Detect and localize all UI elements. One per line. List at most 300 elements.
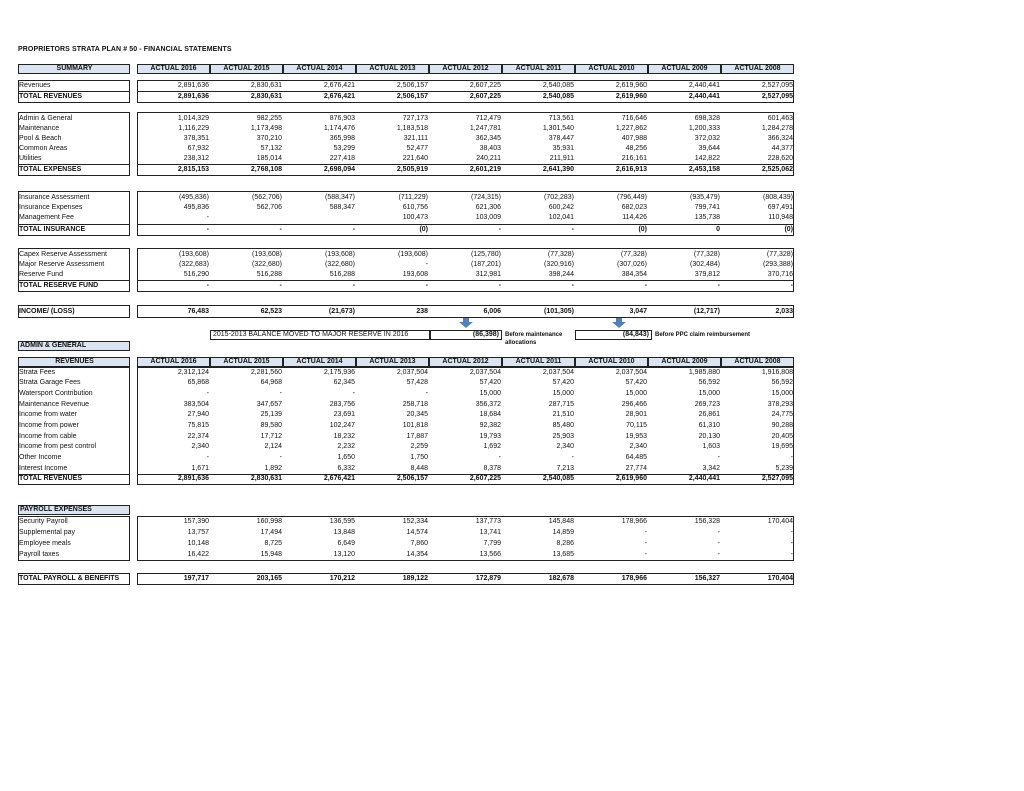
payroll-value-cell: - xyxy=(644,529,647,536)
payroll-value-cell: 170,212 xyxy=(329,575,355,582)
admin-value-cell: 89,580 xyxy=(260,422,282,429)
admin-value-cell: 19,695 xyxy=(771,443,793,450)
document-title: PROPRIETORS STRATA PLAN # 50 - FINANCIAL STATEMENTS xyxy=(18,46,232,53)
summary-value-cell: 100,473 xyxy=(402,214,428,221)
admin-value-cell: 102,247 xyxy=(329,422,355,429)
payroll-row-label: Payroll taxes xyxy=(19,551,60,558)
summary-value-cell: 378,351 xyxy=(183,135,209,142)
summary-value-cell: (322,680) xyxy=(252,261,282,268)
down-arrow-icon xyxy=(612,318,626,328)
payroll-value-cell: 15,948 xyxy=(260,551,282,558)
summary-row-label: Utilities xyxy=(19,155,42,162)
summary-value-cell: (0) xyxy=(638,226,647,233)
summary-value-cell: (724,315) xyxy=(471,194,501,201)
admin-value-cell: 378,293 xyxy=(767,401,793,408)
admin-value-cell: 57,420 xyxy=(479,379,501,386)
summary-value-cell: 2,619,960 xyxy=(615,82,647,89)
summary-value-cell: 365,998 xyxy=(329,135,355,142)
admin-value-cell: 2,037,504 xyxy=(542,369,574,376)
admin-value-cell: 28,901 xyxy=(625,411,647,418)
admin-value-cell: 2,340 xyxy=(191,443,209,450)
summary-value-cell: 876,903 xyxy=(329,115,355,122)
admin-value-cell: 15,000 xyxy=(698,390,720,397)
admin-value-cell: 57,428 xyxy=(406,379,428,386)
payroll-value-cell: - xyxy=(790,529,793,536)
admin-value-cell: 258,718 xyxy=(402,401,428,408)
admin-value-cell: - xyxy=(571,454,574,461)
summary-value-cell: 2,676,421 xyxy=(323,82,355,89)
summary-value-cell: 407,988 xyxy=(621,135,647,142)
admin-column-header: ACTUAL 2011 xyxy=(502,357,575,367)
summary-value-cell: 2,506,157 xyxy=(396,93,428,100)
admin-value-cell: 287,715 xyxy=(548,401,574,408)
summary-value-cell: 52,477 xyxy=(406,145,428,152)
payroll-value-cell: 13,757 xyxy=(187,529,209,536)
summary-value-cell: 370,210 xyxy=(256,135,282,142)
payroll-value-cell: 13,120 xyxy=(333,551,355,558)
summary-value-cell: (588,347) xyxy=(325,194,355,201)
admin-value-cell: 75,815 xyxy=(187,422,209,429)
admin-value-cell: 64,968 xyxy=(260,379,282,386)
summary-value-cell: - xyxy=(352,226,355,233)
summary-value-cell: 48,256 xyxy=(625,145,647,152)
payroll-value-cell: 16,422 xyxy=(187,551,209,558)
admin-row-label: Strata Fees xyxy=(19,369,56,376)
payroll-value-cell: - xyxy=(790,540,793,547)
summary-value-cell: 2,525,062 xyxy=(761,166,793,173)
rule-line xyxy=(18,91,130,92)
summary-value-cell: (77,328) xyxy=(547,251,574,258)
summary-row-label: INCOME/ (LOSS) xyxy=(19,308,75,315)
balance-moved-note: 2015-2013 BALANCE MOVED TO MAJOR RESERVE IN 2016 xyxy=(210,330,430,340)
admin-value-cell: 56,592 xyxy=(698,379,720,386)
summary-column-header: ACTUAL 2013 xyxy=(356,64,429,74)
payroll-value-cell: 13,685 xyxy=(552,551,574,558)
summary-column-header: ACTUAL 2009 xyxy=(648,64,721,74)
admin-value-cell: 296,466 xyxy=(621,401,647,408)
admin-value-cell: 2,281,560 xyxy=(250,369,282,376)
admin-value-cell: 22,374 xyxy=(187,433,209,440)
admin-value-cell: 25,139 xyxy=(260,411,282,418)
admin-value-cell: 1,750 xyxy=(410,454,428,461)
rule-line xyxy=(137,164,794,165)
payroll-value-cell: - xyxy=(644,540,647,547)
rule-line xyxy=(137,91,794,92)
admin-value-cell: 2,540,085 xyxy=(542,475,574,482)
admin-row-label: Income from water xyxy=(19,411,77,418)
summary-value-cell: 2,506,157 xyxy=(396,82,428,89)
summary-row-label: Major Reserve Assessment xyxy=(19,261,105,268)
summary-value-cell: 228,620 xyxy=(767,155,793,162)
admin-value-cell: 1,892 xyxy=(264,465,282,472)
admin-value-cell: 1,692 xyxy=(483,443,501,450)
summary-value-cell: - xyxy=(644,282,647,289)
admin-column-header: ACTUAL 2009 xyxy=(648,357,721,367)
summary-value-cell: 621,306 xyxy=(475,204,501,211)
summary-value-cell: (711,229) xyxy=(398,194,428,201)
summary-value-cell: 1,173,498 xyxy=(250,125,282,132)
summary-value-cell: - xyxy=(425,282,428,289)
summary-value-cell: 2,527,095 xyxy=(761,93,793,100)
admin-value-cell: 24,775 xyxy=(771,411,793,418)
summary-value-cell: 321,111 xyxy=(403,135,428,142)
summary-value-cell: 378,447 xyxy=(548,135,574,142)
summary-row-label: Reserve Fund xyxy=(19,271,63,278)
note-value-2012: (86,398) xyxy=(430,330,502,340)
summary-value-cell: 682,023 xyxy=(621,204,647,211)
rule-line xyxy=(18,164,130,165)
admin-value-cell: 2,619,960 xyxy=(615,475,647,482)
summary-value-cell: - xyxy=(498,282,501,289)
summary-value-cell: (21,673) xyxy=(328,308,355,315)
summary-value-cell: (125,780) xyxy=(471,251,501,258)
payroll-value-cell: 13,741 xyxy=(479,529,501,536)
admin-value-cell: 2,891,636 xyxy=(177,475,209,482)
admin-value-cell: 2,830,631 xyxy=(250,475,282,482)
admin-value-cell: 2,676,421 xyxy=(323,475,355,482)
summary-value-cell: 2,768,108 xyxy=(250,166,282,173)
summary-value-cell: 2,698,094 xyxy=(323,166,355,173)
payroll-value-cell: 14,574 xyxy=(406,529,428,536)
payroll-value-cell: 17,494 xyxy=(260,529,282,536)
summary-value-cell: 2,607,225 xyxy=(469,93,501,100)
admin-value-cell: 23,691 xyxy=(333,411,355,418)
summary-value-cell: 2,527,095 xyxy=(761,82,793,89)
down-arrow-icon xyxy=(459,318,473,328)
admin-value-cell: - xyxy=(279,390,282,397)
admin-value-cell: 383,504 xyxy=(183,401,209,408)
summary-value-cell: 362,345 xyxy=(475,135,501,142)
admin-value-cell: 2,037,504 xyxy=(615,369,647,376)
admin-value-cell: 20,405 xyxy=(771,433,793,440)
admin-row-label: Watersport Contribution xyxy=(19,390,93,397)
summary-value-cell: 67,932 xyxy=(187,145,209,152)
rule-line xyxy=(18,280,130,281)
summary-value-cell: 495,836 xyxy=(183,204,209,211)
summary-value-cell: (808,439) xyxy=(763,194,793,201)
admin-value-cell: 19,953 xyxy=(625,433,647,440)
admin-value-cell: 2,527,095 xyxy=(761,475,793,482)
admin-value-cell: 19,793 xyxy=(479,433,501,440)
admin-value-cell: 2,124 xyxy=(264,443,282,450)
summary-value-cell: 44,377 xyxy=(771,145,793,152)
summary-value-cell: (935,479) xyxy=(690,194,720,201)
admin-column-header: ACTUAL 2015 xyxy=(210,357,283,367)
summary-value-cell: 238 xyxy=(416,308,428,315)
admin-value-cell: 61,310 xyxy=(698,422,720,429)
summary-value-cell: 2,815,153 xyxy=(177,166,209,173)
admin-value-cell: 269,723 xyxy=(694,401,720,408)
admin-value-cell: 65,868 xyxy=(187,379,209,386)
rule-line xyxy=(137,474,794,475)
summary-value-cell: (307,026) xyxy=(617,261,647,268)
admin-value-cell: - xyxy=(352,390,355,397)
summary-value-cell: 102,041 xyxy=(548,214,574,221)
payroll-value-cell: 8,725 xyxy=(264,540,282,547)
summary-value-cell: (77,328) xyxy=(766,251,793,258)
admin-value-cell: 2,607,225 xyxy=(469,475,501,482)
summary-value-cell: - xyxy=(206,214,209,221)
admin-value-cell: 20,345 xyxy=(406,411,428,418)
summary-row-label: TOTAL EXPENSES xyxy=(19,166,82,173)
summary-row-label: Maintenance xyxy=(19,125,60,132)
admin-value-cell: 2,340 xyxy=(556,443,574,450)
admin-column-header: ACTUAL 2014 xyxy=(283,357,356,367)
summary-value-cell: 366,324 xyxy=(767,135,793,142)
admin-value-cell: - xyxy=(425,390,428,397)
admin-value-cell: 2,440,441 xyxy=(688,475,720,482)
summary-value-cell: 193,608 xyxy=(402,271,428,278)
payroll-value-cell: 137,773 xyxy=(475,518,501,525)
payroll-value-cell: 178,966 xyxy=(621,518,647,525)
admin-row-label: TOTAL REVENUES xyxy=(19,475,83,482)
summary-value-cell: 2,440,441 xyxy=(688,93,720,100)
admin-value-cell: 2,506,157 xyxy=(396,475,428,482)
summary-value-cell: - xyxy=(498,226,501,233)
summary-value-cell: (193,608) xyxy=(179,251,209,258)
summary-value-cell: (495,836) xyxy=(179,194,209,201)
summary-value-cell: 516,290 xyxy=(183,271,209,278)
admin-value-cell: 18,232 xyxy=(333,433,355,440)
payroll-row-label: Security Payroll xyxy=(19,518,68,525)
payroll-value-cell: 156,328 xyxy=(694,518,720,525)
summary-value-cell: 1,227,862 xyxy=(615,125,647,132)
summary-value-cell: 238,312 xyxy=(183,155,209,162)
payroll-value-cell: 160,998 xyxy=(256,518,282,525)
admin-value-cell: 85,480 xyxy=(552,422,574,429)
summary-value-cell: (796,449) xyxy=(617,194,647,201)
payroll-value-cell: 170,404 xyxy=(767,518,793,525)
payroll-value-cell: 6,649 xyxy=(337,540,355,547)
admin-value-cell: 64,485 xyxy=(625,454,647,461)
admin-value-cell: 92,382 xyxy=(479,422,501,429)
payroll-value-cell: 7,799 xyxy=(483,540,501,547)
admin-value-cell: 2,037,504 xyxy=(396,369,428,376)
admin-value-cell: 15,000 xyxy=(625,390,647,397)
summary-value-cell: - xyxy=(352,282,355,289)
payroll-value-cell: 13,848 xyxy=(333,529,355,536)
admin-value-cell: - xyxy=(498,454,501,461)
admin-value-cell: 62,345 xyxy=(333,379,355,386)
admin-row-label: Income from cable xyxy=(19,433,77,440)
admin-value-cell: 27,774 xyxy=(625,465,647,472)
admin-row-label: Maintenance Revenue xyxy=(19,401,90,408)
admin-value-cell: - xyxy=(206,454,209,461)
summary-value-cell: - xyxy=(571,282,574,289)
payroll-value-cell: 203,165 xyxy=(256,575,282,582)
admin-value-cell: 17,887 xyxy=(406,433,428,440)
summary-row-label: Capex Reserve Assessment xyxy=(19,251,107,258)
note-text-2012: Before maintenance allocations xyxy=(505,332,563,346)
summary-value-cell: 516,288 xyxy=(329,271,355,278)
summary-value-cell: (322,680) xyxy=(325,261,355,268)
summary-value-cell: 2,440,441 xyxy=(688,82,720,89)
admin-value-cell: 56,592 xyxy=(771,379,793,386)
admin-value-cell: - xyxy=(790,454,793,461)
note-text-2010: Before PPC claim reimbursement xyxy=(655,332,751,338)
admin-value-cell: 3,342 xyxy=(702,465,720,472)
admin-value-cell: 20,130 xyxy=(698,433,720,440)
summary-value-cell: 2,601,219 xyxy=(469,166,501,173)
admin-value-cell: 70,115 xyxy=(626,422,647,429)
payroll-row-label: Supplemental pay xyxy=(19,529,76,536)
summary-value-cell: (77,328) xyxy=(620,251,647,258)
payroll-value-cell: 7,860 xyxy=(410,540,428,547)
admin-column-header: ACTUAL 2008 xyxy=(721,357,794,367)
summary-value-cell: 3,047 xyxy=(629,308,647,315)
summary-column-header: ACTUAL 2008 xyxy=(721,64,794,74)
summary-value-cell: 610,756 xyxy=(402,204,428,211)
summary-value-cell: 727,173 xyxy=(402,115,428,122)
payroll-section-title: PAYROLL EXPENSES xyxy=(18,505,130,515)
payroll-row-label: Employee meals xyxy=(19,540,71,547)
payroll-value-cell: 157,390 xyxy=(183,518,209,525)
admin-value-cell: 2,232 xyxy=(337,443,355,450)
admin-value-cell: 283,756 xyxy=(329,401,355,408)
summary-value-cell: (320,916) xyxy=(544,261,574,268)
admin-value-cell: 2,312,124 xyxy=(177,369,209,376)
summary-value-cell: 799,741 xyxy=(694,204,720,211)
admin-value-cell: 1,671 xyxy=(191,465,209,472)
summary-value-cell: (193,608) xyxy=(325,251,355,258)
summary-value-cell: - xyxy=(279,226,282,233)
summary-value-cell: 2,641,390 xyxy=(542,166,574,173)
summary-column-header: ACTUAL 2011 xyxy=(502,64,575,74)
summary-value-cell: 370,716 xyxy=(767,271,793,278)
summary-value-cell: (77,328) xyxy=(693,251,720,258)
summary-value-cell: 516,288 xyxy=(256,271,282,278)
payroll-value-cell: - xyxy=(644,551,647,558)
admin-column-header: ACTUAL 2012 xyxy=(429,357,502,367)
admin-value-cell: 5,239 xyxy=(775,465,793,472)
admin-value-cell: 8,448 xyxy=(410,465,428,472)
admin-row-label: Income from pest control xyxy=(19,443,97,450)
summary-value-cell: - xyxy=(571,226,574,233)
summary-column-header: ACTUAL 2012 xyxy=(429,64,502,74)
admin-value-cell: 27,940 xyxy=(187,411,209,418)
payroll-row-label: TOTAL PAYROLL & BENEFITS xyxy=(19,575,120,582)
summary-row-label: Management Fee xyxy=(19,214,74,221)
admin-value-cell: 57,420 xyxy=(625,379,647,386)
payroll-value-cell: - xyxy=(717,540,720,547)
payroll-value-cell: 13,566 xyxy=(479,551,501,558)
summary-value-cell: 2,453,158 xyxy=(688,166,720,173)
summary-value-cell: 211,911 xyxy=(549,155,574,162)
summary-value-cell: 601,463 xyxy=(767,115,793,122)
admin-value-cell: 101,818 xyxy=(402,422,428,429)
summary-value-cell: 2,033 xyxy=(775,308,793,315)
summary-column-header: ACTUAL 2014 xyxy=(283,64,356,74)
summary-value-cell: 1,183,518 xyxy=(396,125,428,132)
admin-column-header: ACTUAL 2016 xyxy=(137,357,210,367)
payroll-value-cell: 170,404 xyxy=(767,575,793,582)
summary-value-cell: 1,116,229 xyxy=(178,125,209,132)
summary-value-cell xyxy=(283,213,356,223)
summary-value-cell: 221,640 xyxy=(402,155,428,162)
admin-value-cell: 1,916,808 xyxy=(761,369,793,376)
summary-value-cell: 39,644 xyxy=(698,145,720,152)
payroll-value-cell: 182,678 xyxy=(548,575,574,582)
summary-value-cell: 982,255 xyxy=(256,115,282,122)
summary-value-cell xyxy=(210,213,283,223)
summary-row-label: TOTAL REVENUES xyxy=(19,93,83,100)
summary-column-header: ACTUAL 2010 xyxy=(575,64,648,74)
admin-value-cell: 17,712 xyxy=(260,433,282,440)
note-value-2010: (84,843) xyxy=(575,330,652,340)
summary-value-cell: 398,244 xyxy=(548,271,574,278)
payroll-value-cell: 178,966 xyxy=(621,575,647,582)
admin-value-cell: 1,650 xyxy=(337,454,355,461)
summary-value-cell: 2,676,421 xyxy=(323,93,355,100)
summary-value-cell: 600,242 xyxy=(548,204,574,211)
summary-value-cell: 379,812 xyxy=(694,271,720,278)
summary-row-label: Admin & General xyxy=(19,115,73,122)
payroll-value-cell: 14,859 xyxy=(552,529,574,536)
summary-value-cell: 2,891,636 xyxy=(177,93,209,100)
summary-value-cell: 2,891,636 xyxy=(177,82,209,89)
summary-value-cell: 697,491 xyxy=(767,204,793,211)
summary-value-cell: 372,032 xyxy=(694,135,720,142)
admin-value-cell: 15,000 xyxy=(771,390,793,397)
payroll-value-cell: 189,122 xyxy=(402,575,428,582)
payroll-value-cell: 10,148 xyxy=(187,540,209,547)
summary-value-cell: 2,540,085 xyxy=(542,93,574,100)
summary-value-cell: (322,683) xyxy=(179,261,209,268)
admin-value-cell: 21,510 xyxy=(552,411,574,418)
summary-value-cell: (702,283) xyxy=(544,194,574,201)
payroll-value-cell: 8,286 xyxy=(556,540,574,547)
admin-row-label: Strata Garage Fees xyxy=(19,379,81,386)
admin-value-cell: - xyxy=(717,454,720,461)
payroll-value-cell: 152,334 xyxy=(402,518,428,525)
summary-value-cell: 216,161 xyxy=(621,155,647,162)
summary-value-cell: 716,646 xyxy=(621,115,647,122)
admin-value-cell: 25,903 xyxy=(552,433,574,440)
summary-value-cell: 698,328 xyxy=(694,115,720,122)
rule-line xyxy=(18,224,130,225)
summary-value-cell: 384,354 xyxy=(621,271,647,278)
admin-header-label: REVENUES xyxy=(18,357,130,367)
admin-value-cell: 57,420 xyxy=(552,379,574,386)
summary-row-label: Common Areas xyxy=(19,145,68,152)
summary-column-header: ACTUAL 2015 xyxy=(210,64,283,74)
admin-row-label: Other Income xyxy=(19,454,62,461)
payroll-value-cell: 14,354 xyxy=(406,551,428,558)
admin-value-cell: 18,684 xyxy=(479,411,501,418)
summary-value-cell: 135,738 xyxy=(694,214,720,221)
summary-value-cell: (193,608) xyxy=(398,251,428,258)
admin-value-cell: 6,332 xyxy=(337,465,355,472)
payroll-value-cell: - xyxy=(717,529,720,536)
summary-value-cell: 57,132 xyxy=(260,145,282,152)
admin-value-cell: 2,259 xyxy=(410,443,428,450)
summary-value-cell: 2,540,085 xyxy=(542,82,574,89)
summary-value-cell: 2,619,960 xyxy=(615,93,647,100)
summary-value-cell: 1,284,278 xyxy=(761,125,793,132)
summary-value-cell: (187,201) xyxy=(471,261,501,268)
summary-value-cell: 2,830,631 xyxy=(250,82,282,89)
summary-value-cell: - xyxy=(206,282,209,289)
summary-value-cell: 227,418 xyxy=(329,155,355,162)
admin-value-cell: 356,372 xyxy=(475,401,501,408)
summary-value-cell: 1,174,476 xyxy=(323,125,355,132)
payroll-value-cell: 197,717 xyxy=(183,575,209,582)
summary-value-cell: 562,706 xyxy=(256,204,282,211)
summary-row-label: Revenues xyxy=(19,82,51,89)
summary-value-cell: 1,247,781 xyxy=(469,125,501,132)
admin-row-label: Income from power xyxy=(19,422,79,429)
summary-value-cell: - xyxy=(279,282,282,289)
